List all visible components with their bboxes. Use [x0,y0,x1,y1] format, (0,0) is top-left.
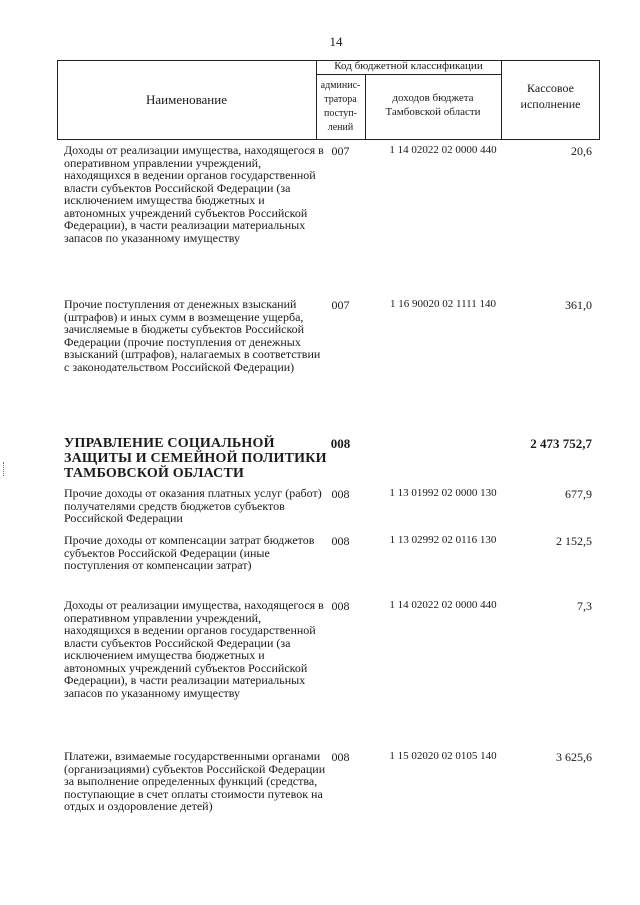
row-code: 1 14 02022 02 0000 440 [389,144,497,156]
row-amount: 3 625,6 [556,750,592,764]
row-code: 1 15 02020 02 0105 140 [389,750,497,762]
row-code: 1 16 90020 02 1111 140 [389,298,497,310]
row-admin: 008 [331,599,350,613]
row-name: Прочие доходы от компенсации затрат бюджетов субъектов Российской Федерации (иные поступления от компенсации затрат) [64,533,315,572]
scan-artifact [3,462,6,476]
row-admin: 007 [331,298,350,312]
header-name: Наименование [146,92,227,107]
row-name: Доходы от реализации имущества, находящегося в оперативном управлении учреждений, находящихся в ведении органов государственной власти субъектов Российской Федерации (за исключением имущества бюджетных и автономных учреждений субъектов Российской Федерации), в части реализации материальных запасов по указанному имуществу [64,598,324,700]
row-admin: 008 [331,534,350,548]
row-admin: 008 [331,750,350,764]
row-amount: 2 152,5 [556,534,592,548]
page-number: 14 [329,34,343,49]
row-name: Доходы от реализации имущества, находящегося в оперативном управлении учреждений, находящихся в ведении органов государственной власти субъектов Российской Федерации (за исключением имущества бюджетных и автономных учреждений субъектов Российской Федерации), в части реализации материальных запасов по указанному имуществу [64,143,324,245]
row-name: Прочие поступления от денежных взысканий (штрафов) и иных сумм в возмещение ущерба, зачисляемые в бюджеты субъектов Российской Федерации (прочие поступления от денежных взысканий (штрафов), налагаемых в соответствии с законодательством Российской Федерации) [64,297,321,374]
header-execution: Кассовое исполнение [520,81,581,111]
row-admin: 008 [330,436,351,451]
row-name: Платежи, взимаемые государственными органами (организациями) субъектов Российской Федерации за выполнение определенных функций (средства, поступающие в счет оплаты стоимости путевок на отдых и оздоровление детей) [64,749,326,813]
row-amount: 7,3 [577,599,592,613]
header-code-group: Код бюджетной классификации [334,60,483,72]
row-admin: 007 [331,144,350,158]
section-title: УПРАВЛЕНИЕ СОЦИАЛЬНОЙ ЗАЩИТЫ И СЕМЕЙНОЙ ПОЛИТИКИ ТАМБОВСКОЙ ОБЛАСТИ [64,436,327,481]
row-amount: 2 473 752,7 [530,436,592,451]
row-amount: 677,9 [565,487,592,501]
table-header [57,60,600,140]
row-code: 1 13 02992 02 0116 130 [389,534,497,546]
row-amount: 20,6 [571,144,592,158]
row-amount: 361,0 [565,298,592,312]
header-income: доходов бюджета Тамбовской области [385,92,481,118]
row-name: Прочие доходы от оказания платных услуг (работ) получателями средств бюджетов субъектов Российской Федерации [64,486,322,525]
row-code: 1 14 02022 02 0000 440 [389,599,497,611]
header-admin: админис-тратора поступ-лений [320,80,361,133]
row-admin: 008 [331,487,350,501]
row-code: 1 13 01992 02 0000 130 [389,487,497,499]
